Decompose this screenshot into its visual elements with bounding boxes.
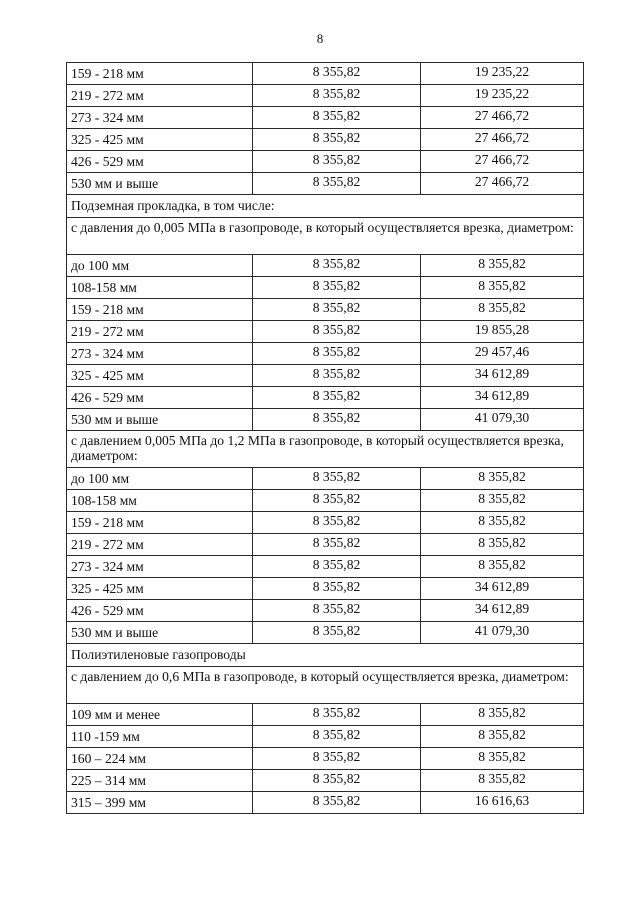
value-cell-1: 8 355,82 <box>253 490 421 512</box>
value-cell-1: 8 355,82 <box>253 792 421 814</box>
value-cell-2: 41 079,30 <box>421 622 584 644</box>
value-cell-2: 19 235,22 <box>421 63 584 85</box>
value-cell-1: 8 355,82 <box>253 556 421 578</box>
diameter-cell: 273 - 324 мм <box>67 107 253 129</box>
diameter-cell: 159 - 218 мм <box>67 299 253 321</box>
diameter-cell: 109 мм и менее <box>67 704 253 726</box>
table-row <box>67 512 584 534</box>
diameter-cell: 426 - 529 мм <box>67 387 253 409</box>
table-row <box>67 726 584 748</box>
table-row <box>67 387 584 409</box>
table-row <box>67 343 584 365</box>
value-cell-1: 8 355,82 <box>253 85 421 107</box>
table-row <box>67 468 584 490</box>
diameter-cell: до 100 мм <box>67 468 253 490</box>
value-cell-2: 8 355,82 <box>421 556 584 578</box>
diameter-cell: 530 мм и выше <box>67 173 253 195</box>
subsection-row <box>67 431 584 468</box>
table-row <box>67 151 584 173</box>
table-row <box>67 107 584 129</box>
value-cell-1: 8 355,82 <box>253 129 421 151</box>
diameter-cell: 108-158 мм <box>67 490 253 512</box>
value-cell-2: 8 355,82 <box>421 748 584 770</box>
value-cell-2: 34 612,89 <box>421 387 584 409</box>
value-cell-1: 8 355,82 <box>253 409 421 431</box>
table-row <box>67 534 584 556</box>
subsection-heading: с давления до 0,005 МПа в газопроводе, в который осуществляется врезка, диаметром: <box>67 218 584 255</box>
value-cell-2: 8 355,82 <box>421 704 584 726</box>
table-row <box>67 792 584 814</box>
section-heading: Полиэтиленовые газопроводы <box>67 644 584 667</box>
table-row <box>67 578 584 600</box>
value-cell-2: 34 612,89 <box>421 600 584 622</box>
diameter-cell: 219 - 272 мм <box>67 534 253 556</box>
diameter-cell: 159 - 218 мм <box>67 63 253 85</box>
table-row <box>67 129 584 151</box>
value-cell-2: 8 355,82 <box>421 277 584 299</box>
value-cell-2: 27 466,72 <box>421 151 584 173</box>
value-cell-2: 34 612,89 <box>421 365 584 387</box>
diameter-cell: 273 - 324 мм <box>67 343 253 365</box>
table-row <box>67 321 584 343</box>
tariff-table <box>66 62 584 814</box>
value-cell-1: 8 355,82 <box>253 299 421 321</box>
value-cell-2: 34 612,89 <box>421 578 584 600</box>
table-row <box>67 365 584 387</box>
subsection-heading: с давлением 0,005 МПа до 1,2 МПа в газопроводе, в который осуществляется врезка, диаметром: <box>67 431 584 468</box>
value-cell-2: 8 355,82 <box>421 770 584 792</box>
value-cell-1: 8 355,82 <box>253 512 421 534</box>
value-cell-1: 8 355,82 <box>253 387 421 409</box>
diameter-cell: 530 мм и выше <box>67 622 253 644</box>
value-cell-2: 8 355,82 <box>421 534 584 556</box>
subsection-heading: с давлением до 0,6 МПа в газопроводе, в который осуществляется врезка, диаметром: <box>67 667 584 704</box>
value-cell-2: 19 855,28 <box>421 321 584 343</box>
value-cell-1: 8 355,82 <box>253 277 421 299</box>
diameter-cell: 159 - 218 мм <box>67 512 253 534</box>
value-cell-2: 8 355,82 <box>421 468 584 490</box>
section-row <box>67 644 584 667</box>
value-cell-1: 8 355,82 <box>253 468 421 490</box>
value-cell-1: 8 355,82 <box>253 770 421 792</box>
value-cell-1: 8 355,82 <box>253 321 421 343</box>
table-row <box>67 748 584 770</box>
value-cell-2: 8 355,82 <box>421 512 584 534</box>
value-cell-2: 19 235,22 <box>421 85 584 107</box>
table-row <box>67 255 584 277</box>
section-heading: Подземная прокладка, в том числе: <box>67 195 584 218</box>
table-row <box>67 277 584 299</box>
subsection-row <box>67 667 584 704</box>
diameter-cell: 273 - 324 мм <box>67 556 253 578</box>
table-row <box>67 770 584 792</box>
subsection-row <box>67 218 584 255</box>
diameter-cell: 530 мм и выше <box>67 409 253 431</box>
value-cell-1: 8 355,82 <box>253 255 421 277</box>
value-cell-2: 16 616,63 <box>421 792 584 814</box>
value-cell-2: 8 355,82 <box>421 299 584 321</box>
value-cell-1: 8 355,82 <box>253 748 421 770</box>
value-cell-1: 8 355,82 <box>253 622 421 644</box>
value-cell-1: 8 355,82 <box>253 704 421 726</box>
table-row <box>67 600 584 622</box>
diameter-cell: 426 - 529 мм <box>67 151 253 173</box>
value-cell-1: 8 355,82 <box>253 534 421 556</box>
value-cell-1: 8 355,82 <box>253 151 421 173</box>
table-row <box>67 173 584 195</box>
table-row <box>67 622 584 644</box>
diameter-cell: 108-158 мм <box>67 277 253 299</box>
table-row <box>67 704 584 726</box>
diameter-cell: 325 - 425 мм <box>67 129 253 151</box>
value-cell-1: 8 355,82 <box>253 63 421 85</box>
table-row <box>67 299 584 321</box>
value-cell-1: 8 355,82 <box>253 578 421 600</box>
diameter-cell: 426 - 529 мм <box>67 600 253 622</box>
table-row <box>67 409 584 431</box>
value-cell-2: 27 466,72 <box>421 173 584 195</box>
diameter-cell: 315 – 399 мм <box>67 792 253 814</box>
value-cell-2: 8 355,82 <box>421 255 584 277</box>
value-cell-2: 41 079,30 <box>421 409 584 431</box>
page-number: 8 <box>316 31 324 46</box>
diameter-cell: 219 - 272 мм <box>67 85 253 107</box>
diameter-cell: 160 – 224 мм <box>67 748 253 770</box>
table-row <box>67 556 584 578</box>
table-row <box>67 85 584 107</box>
diameter-cell: 325 - 425 мм <box>67 365 253 387</box>
table-body <box>67 63 584 814</box>
value-cell-2: 27 466,72 <box>421 107 584 129</box>
value-cell-1: 8 355,82 <box>253 365 421 387</box>
table-row <box>67 63 584 85</box>
diameter-cell: 225 – 314 мм <box>67 770 253 792</box>
diameter-cell: до 100 мм <box>67 255 253 277</box>
value-cell-2: 8 355,82 <box>421 490 584 512</box>
value-cell-2: 29 457,46 <box>421 343 584 365</box>
table-row <box>67 490 584 512</box>
value-cell-1: 8 355,82 <box>253 726 421 748</box>
diameter-cell: 219 - 272 мм <box>67 321 253 343</box>
value-cell-1: 8 355,82 <box>253 107 421 129</box>
diameter-cell: 110 -159 мм <box>67 726 253 748</box>
diameter-cell: 325 - 425 мм <box>67 578 253 600</box>
value-cell-1: 8 355,82 <box>253 343 421 365</box>
value-cell-2: 27 466,72 <box>421 129 584 151</box>
value-cell-1: 8 355,82 <box>253 600 421 622</box>
value-cell-2: 8 355,82 <box>421 726 584 748</box>
value-cell-1: 8 355,82 <box>253 173 421 195</box>
section-row <box>67 195 584 218</box>
